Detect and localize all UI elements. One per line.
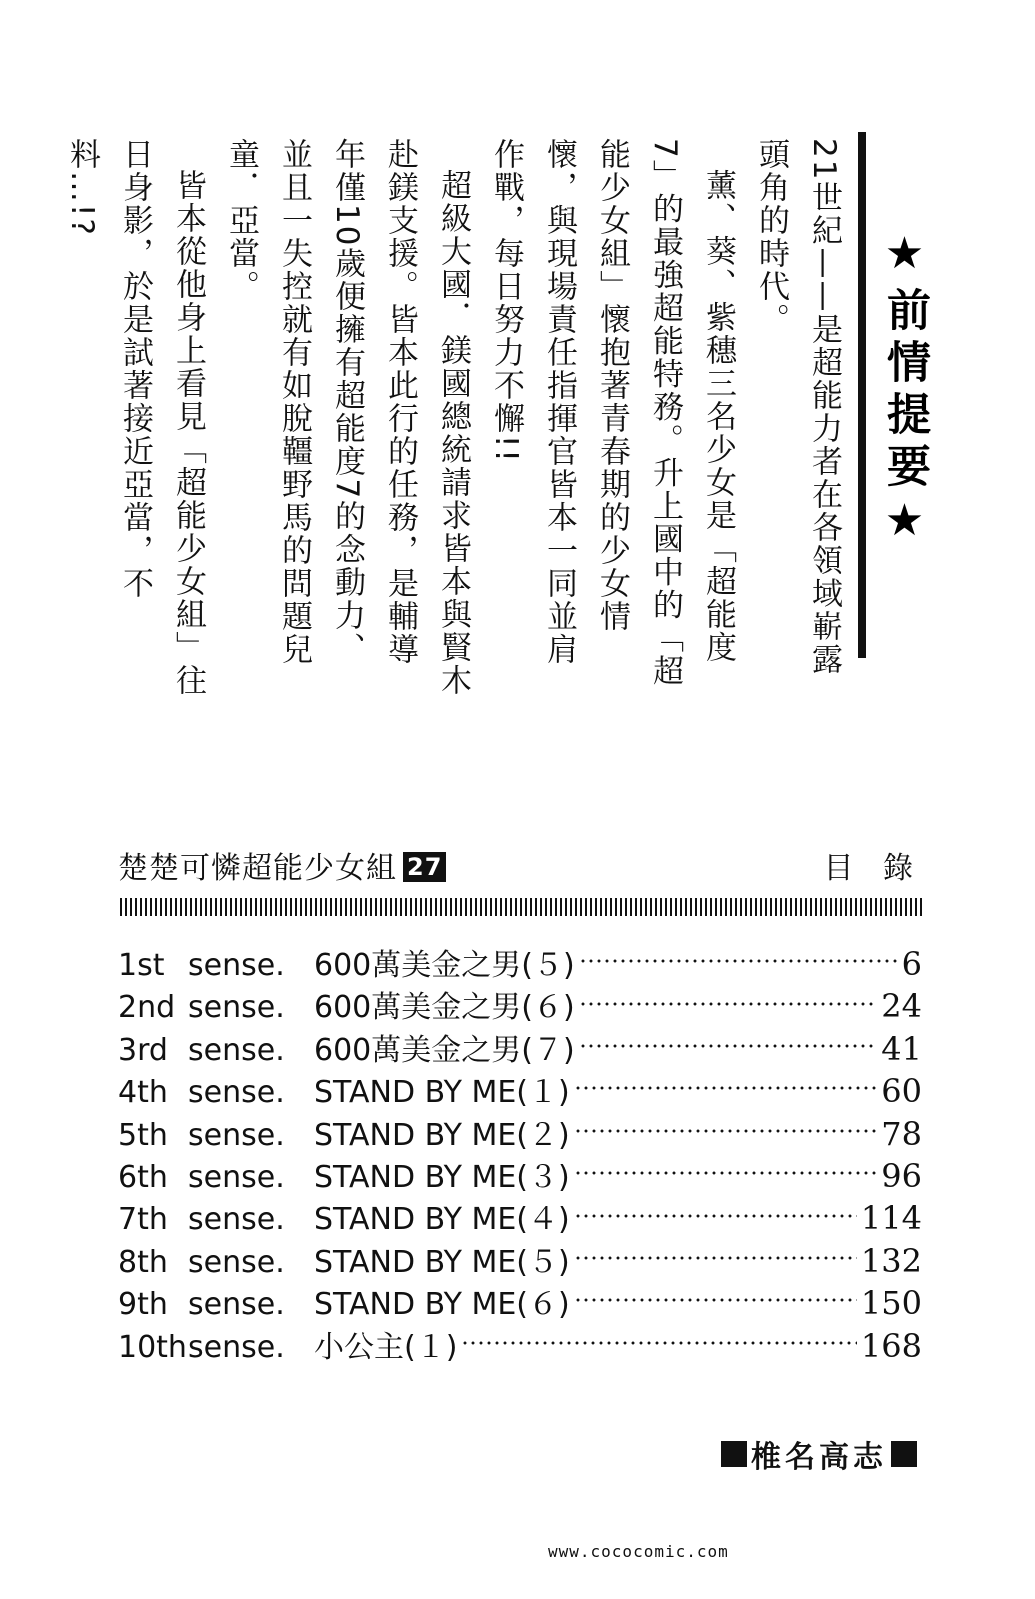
toc-entry[interactable] bbox=[118, 1194, 922, 1236]
chapter-sense: sense. bbox=[188, 1287, 285, 1323]
square-icon bbox=[891, 1441, 917, 1467]
recap-paragraph: 皆本從他身上看見「超能少女組」往日身影，於是試著接近亞當，不料…!? bbox=[64, 138, 206, 697]
recap-paragraph: 21世紀——是超能力者在各領域嶄露頭角的時代。 bbox=[753, 138, 842, 677]
chapter-number: 4th bbox=[118, 1075, 168, 1111]
dot-leader bbox=[461, 1341, 857, 1345]
chapter-number: 10th bbox=[118, 1329, 187, 1365]
page-number: 168 bbox=[860, 1326, 922, 1365]
chapter-title: STAND BY ME(２) bbox=[314, 1117, 570, 1153]
page-number: 132 bbox=[860, 1241, 922, 1280]
toc-entry[interactable] bbox=[118, 1237, 922, 1279]
toc-entry[interactable] bbox=[118, 1322, 922, 1364]
page-number: 24 bbox=[881, 987, 922, 1026]
dot-leader bbox=[574, 1171, 878, 1175]
footer-url: www.cococomic.com bbox=[548, 1542, 729, 1561]
chapter-number: 2nd bbox=[118, 990, 176, 1026]
chapter-sense: sense. bbox=[188, 1244, 285, 1280]
square-icon bbox=[721, 1441, 747, 1467]
toc-entry[interactable] bbox=[118, 982, 922, 1024]
chapter-title: 600萬美金之男(７) bbox=[314, 1032, 575, 1068]
recap-paragraph: 超級大國．鎂國總統請求皆本與賢木赴鎂支援。皆本此行的任務，是輔導年僅10歲便擁有超能度7的念動力、並且一失控就有如脫韁野馬的問題兒童．亞當。 bbox=[223, 138, 471, 697]
toc-list bbox=[118, 940, 922, 1364]
toc-divider bbox=[120, 898, 924, 916]
dot-leader bbox=[579, 959, 898, 963]
page-number: 114 bbox=[860, 1199, 922, 1238]
dot-leader bbox=[574, 1214, 857, 1218]
chapter-sense: sense. bbox=[188, 1075, 285, 1111]
dot-leader bbox=[574, 1298, 857, 1302]
chapter-sense: sense. bbox=[188, 1202, 285, 1238]
toc-entry[interactable] bbox=[118, 1025, 922, 1067]
chapter-title: STAND BY ME(３) bbox=[314, 1159, 570, 1195]
toc-entry[interactable] bbox=[118, 1067, 922, 1109]
author-credit bbox=[717, 1432, 921, 1476]
toc-entry[interactable] bbox=[118, 1152, 922, 1194]
chapter-sense: sense. bbox=[188, 1032, 285, 1068]
dot-leader bbox=[574, 1086, 878, 1090]
page-number: 60 bbox=[881, 1072, 922, 1111]
chapter-number: 6th bbox=[118, 1159, 168, 1195]
chapter-sense: sense. bbox=[188, 1329, 285, 1365]
recap-paragraph: 薰、葵、紫穗三名少女是「超能度7」的最強超能特務。升上國中的「超能少女組」懷抱著青春期的少女情懷，與現場責任指揮官皆本一同並肩作戰，每日努力不懈!! bbox=[488, 138, 736, 688]
chapter-sense: sense. bbox=[188, 1159, 285, 1195]
chapter-title: 小公主(１) bbox=[314, 1329, 458, 1365]
toc-entry[interactable] bbox=[118, 1110, 922, 1152]
recap-divider bbox=[858, 132, 866, 658]
page-number: 6 bbox=[901, 945, 922, 983]
page-number: 96 bbox=[881, 1156, 922, 1195]
toc-label: 目 錄 bbox=[823, 851, 923, 886]
chapter-number: 3rd bbox=[118, 1032, 168, 1068]
chapter-title: STAND BY ME(６) bbox=[314, 1287, 570, 1323]
chapter-sense: sense. bbox=[188, 948, 285, 983]
chapter-number: 5th bbox=[118, 1117, 168, 1153]
dot-leader bbox=[579, 1002, 878, 1006]
chapter-sense: sense. bbox=[188, 1117, 285, 1153]
series-title-text: 楚楚可憐超能少女組 bbox=[118, 851, 397, 886]
dot-leader bbox=[574, 1256, 857, 1260]
chapter-title: STAND BY ME(１) bbox=[314, 1075, 570, 1111]
dot-leader bbox=[579, 1044, 878, 1048]
chapter-sense: sense. bbox=[188, 990, 285, 1026]
toc-entry[interactable] bbox=[118, 1279, 922, 1321]
chapter-number: 9th bbox=[118, 1287, 168, 1323]
dot-leader bbox=[574, 1129, 878, 1133]
page-number: 78 bbox=[881, 1114, 922, 1153]
chapter-title: 600萬美金之男(５) bbox=[314, 948, 575, 983]
recap-heading: ★前情提要★ bbox=[879, 228, 930, 554]
page-number: 150 bbox=[860, 1284, 922, 1323]
volume-badge: 27 bbox=[403, 852, 446, 882]
recap-body bbox=[64, 138, 850, 698]
chapter-number: 8th bbox=[118, 1244, 168, 1280]
chapter-number: 7th bbox=[118, 1202, 168, 1238]
series-title bbox=[118, 843, 446, 887]
chapter-number: 1st bbox=[118, 948, 165, 983]
chapter-title: STAND BY ME(５) bbox=[314, 1244, 570, 1280]
author-name: 椎名高志 bbox=[751, 1440, 887, 1475]
chapter-title: STAND BY ME(４) bbox=[314, 1202, 570, 1238]
page-number: 41 bbox=[881, 1029, 922, 1068]
chapter-title: 600萬美金之男(６) bbox=[314, 990, 575, 1026]
toc-entry[interactable] bbox=[118, 940, 922, 982]
